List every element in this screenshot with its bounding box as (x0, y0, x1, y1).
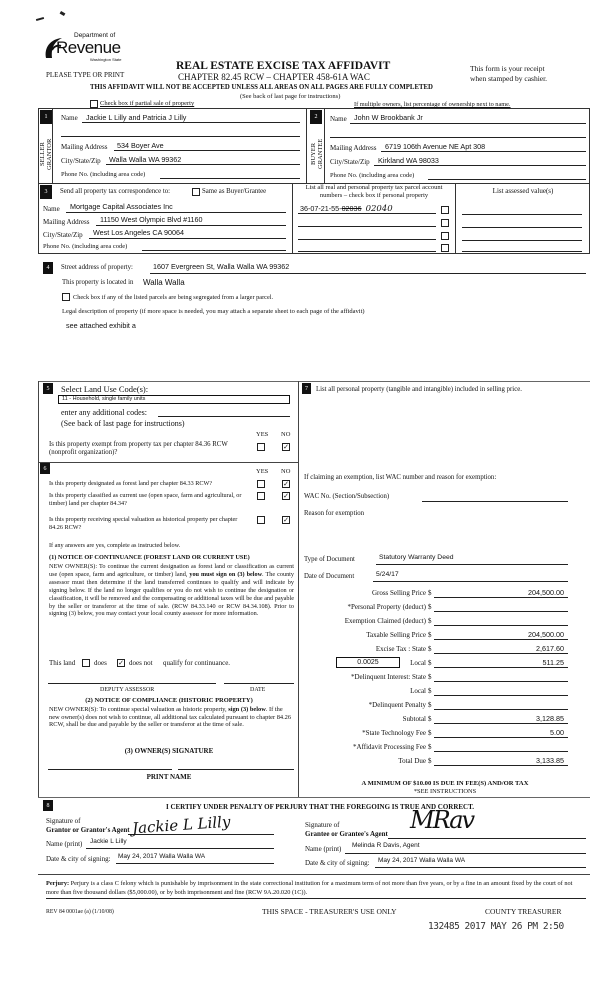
partial-sale-checkbox[interactable] (90, 100, 98, 108)
amount-label: Subtotal (402, 715, 426, 723)
see-back-text: (See back of last page for instructions) (61, 419, 185, 428)
form-title: REAL ESTATE EXCISE TAX AFFIDAVIT (176, 60, 391, 72)
amount-row-exemption-claimed (300, 617, 590, 631)
amount-row-processing-fee (300, 743, 590, 757)
located-in-value: Walla Walla (143, 278, 185, 287)
correspondent-city-field[interactable] (89, 238, 286, 239)
amount-field[interactable] (434, 695, 568, 696)
does-not-label: does not (129, 659, 153, 667)
buyer-name-label: Name (330, 115, 347, 123)
currency-symbol: $ (428, 757, 432, 765)
print-name-label: PRINT NAME (146, 773, 192, 781)
amount-field[interactable] (434, 723, 568, 724)
legal-description-label: Legal description of property (if more space is needed, you may attach a separate sheet to each page of the affidavit) (62, 308, 365, 315)
perjury-notice: Perjury: Perjury is a class C felony which is punishable by imprisonment in the state correctional institution for a maximum term of not more than five years, or by a fine in an amount fixed by the court of not more than five thousand dollars ($5,000.00), or by both imprisonment and fine (RCW 9A.20.020 (1C)). (46, 879, 586, 899)
grantee-date-value: May 24, 2017 Walla Walla WA (378, 857, 466, 864)
amount-row-excise-local (300, 659, 590, 673)
grantor-date-label: Date & city of signing: (46, 855, 111, 863)
amount-row-personal-property (300, 603, 590, 617)
warning-text: THIS AFFIDAVIT WILL NOT BE ACCEPTED UNLESS ALL AREAS ON ALL PAGES ARE FULLY COMPLETED (90, 84, 433, 91)
currency-symbol: $ (428, 631, 432, 639)
date-label: DATE (250, 687, 266, 693)
logo-sub-text: Washington State (90, 57, 122, 62)
amount-field[interactable] (434, 737, 568, 738)
parcel-4-personal-checkbox[interactable] (441, 244, 449, 252)
dor-logo (42, 32, 132, 66)
section8-top-border (38, 797, 590, 798)
land-use-code-select[interactable] (58, 395, 290, 404)
receipt-note-1: This form is your receipt (470, 64, 545, 73)
doc-date-label: Date of Document (304, 573, 355, 580)
seller-name-line-2[interactable] (61, 136, 300, 137)
qualify-label: qualify for continuance. (163, 659, 231, 667)
same-as-buyer-checkbox[interactable] (192, 188, 200, 196)
does-label: does (94, 659, 107, 667)
please-type-text: PLEASE TYPE OR PRINT (46, 71, 125, 79)
currency-symbol: $ (428, 603, 432, 611)
section5-yes-header: YES (256, 431, 269, 438)
assessed-header: List assessed value(s) (492, 187, 554, 195)
street-address-field[interactable] (150, 273, 586, 274)
section2-side-divider (324, 108, 325, 183)
correspondent-mailing-field[interactable] (96, 225, 286, 226)
street-address-label: Street address of property: (61, 264, 133, 271)
legal-description-value[interactable]: see attached exhibit a (66, 321, 136, 330)
grantor-name-value: Jackie L Lilly (90, 838, 127, 845)
parcel-4-field[interactable] (298, 251, 436, 252)
grantor-name-label: Name (print) (46, 840, 83, 848)
buyer-city-label: City/State/Zip (330, 158, 370, 166)
notice-compliance-text: NEW OWNER(S): To continue special valuation as historic property, sign (3) below. If the new owner(s) does not wish to continue, all additional tax calculated pursuant to chapter 84.26 RCW, shall be due and payable by the seller or transferor at the time of sale. (49, 706, 292, 729)
amount-field[interactable] (434, 639, 568, 640)
grantee-signature-label-2: Grantee or Grantee's Agent (305, 830, 388, 838)
buyer-name-line-2[interactable] (330, 137, 586, 138)
section3-badge: 3 (40, 185, 52, 199)
notice-compliance-title: (2) NOTICE OF COMPLIANCE (HISTORIC PROPERTY) (85, 697, 253, 704)
currency-symbol: $ (428, 645, 432, 653)
grantor-date-value: May 24, 2017 Walla Walla WA (118, 853, 206, 860)
doc-date-value: 5/24/17 (376, 571, 399, 578)
additional-codes-label: enter any additional codes: (61, 408, 147, 417)
grantor-signature-label-2: Grantor or Grantor's Agent (46, 826, 130, 834)
revision-code: REV 84 0001ae (a) (1/10/08) (46, 909, 114, 915)
parcel-3-field[interactable] (298, 239, 436, 240)
seller-mailing-field[interactable] (114, 150, 300, 151)
amount-label: Gross Selling Price (371, 589, 426, 597)
buyer-city-value: Kirkland WA 98033 (378, 156, 439, 165)
section5-badge: 5 (43, 383, 53, 394)
section1-badge: 1 (40, 110, 52, 124)
receipt-note-2: when stamped by cashier. (470, 74, 548, 83)
amount-row-delinquent-interest-state (300, 673, 590, 687)
does-not-qualify-checkbox[interactable]: ✓ (118, 659, 124, 667)
correspondent-phone-label: Phone No. (including area code) (43, 243, 128, 250)
section6-badge: 6 (40, 463, 50, 474)
forest-land-no-checkbox[interactable]: ✓ (283, 480, 289, 488)
correspondent-phone-field[interactable] (142, 250, 286, 251)
buyer-name-field[interactable] (350, 123, 586, 124)
exempt-no-checkbox[interactable]: ✓ (283, 443, 289, 451)
currency-symbol: $ (428, 617, 432, 625)
buyer-mailing-field[interactable] (381, 151, 586, 152)
instructions-text: (See back of last page for instructions) (240, 93, 341, 100)
logo-top-text: Department of (74, 32, 116, 39)
seller-label: SELLER GRANTOR (39, 138, 53, 170)
doc-date-field[interactable] (373, 581, 568, 582)
correspondent-name-field[interactable] (66, 212, 286, 213)
seller-phone-field[interactable] (160, 178, 300, 179)
correspondent-city-label: City/State/Zip (43, 231, 83, 239)
section6-top-border (38, 462, 298, 463)
segregated-checkbox[interactable] (62, 293, 70, 301)
correspondent-city-value: West Los Angeles CA 90064 (93, 228, 184, 237)
local-rate-value: 0.0025 (357, 659, 379, 666)
same-as-buyer-label: Same as Buyer/Grantee (202, 188, 267, 195)
seller-mailing-value: 534 Boyer Ave (117, 141, 164, 150)
if-yes-instructions: If any answers are yes, complete as instructed below. (49, 542, 181, 549)
grantee-date-field[interactable] (375, 867, 586, 868)
seller-name-value: Jackie L Lilly and Patricia J Lilly (86, 113, 187, 122)
amount-row-technology-fee (300, 729, 590, 743)
this-land-label: This land (49, 659, 76, 667)
buyer-mailing-label: Mailing Address (330, 144, 377, 152)
section6-no-header: NO (281, 468, 291, 475)
seller-name-label: Name (61, 114, 78, 122)
cashier-stamp: 132485 2017 MAY 26 PM 2:50 (428, 921, 564, 932)
amount-row-delinquent-penalty (300, 701, 590, 715)
amount-value: 3,128.85 (536, 714, 564, 723)
grantor-signature: Jackie L Lilly (131, 812, 231, 838)
correspondent-name-label: Name (43, 205, 60, 213)
notice-continuance-text: NEW OWNER(S): To continue the current designation as forest land or classification as current use (open space, farm and agriculture, or timber) land, you must sign on (3) below. The county assessor must then determine if the land transferred continues to qualify and will indicate by signing below. If the land no longer qualifies or you do not wish to continue the designation or classification, it will be removed and the compensating or additional taxes will be due and payable by the seller or transferor at the time of sale. (RCW 84.33.140 or RCW 84.34.108). Prior to signing (3) below, you may contact your local county assessor for more information. (49, 563, 294, 618)
parties-divider-vertical (306, 108, 307, 183)
amount-row-subtotal (300, 715, 590, 729)
deputy-assessor-label: DEPUTY ASSESSOR (100, 687, 155, 693)
notice-continuance-title: (1) NOTICE OF CONTINUANCE (FOREST LAND OR CURRENT USE) (49, 554, 250, 561)
deputy-assessor-signature-line[interactable] (48, 683, 216, 684)
section4-badge: 4 (43, 262, 53, 274)
forest-land-question: Is this property designated as forest land per chapter 84.33 RCW? (49, 480, 213, 487)
correspondent-mailing-value: 11150 West Olympic Blvd #1160 (100, 215, 203, 224)
amount-label: *Personal Property (deduct) (347, 603, 426, 611)
historical-yes-checkbox[interactable] (257, 516, 265, 524)
partial-sale-label: Check box if partial sale of property (100, 100, 195, 107)
seller-mailing-label: Mailing Address (61, 143, 108, 151)
multiple-owners-note: If multiple owners, list percentage of ownership next to name. (354, 101, 511, 108)
grantor-signature-label-1: Signature of (46, 817, 81, 825)
section6-yes-header: YES (256, 468, 269, 475)
buyer-city-field[interactable] (374, 165, 586, 166)
amount-row-total-due (300, 757, 590, 771)
additional-codes-field[interactable] (158, 416, 290, 417)
minimum-due-note: A MINIMUM OF $10.00 IS DUE IN FEE(S) AND/OR TAX (361, 780, 529, 787)
lower-block-left-border (38, 381, 39, 797)
amount-field[interactable] (434, 653, 568, 654)
amount-label: Excise Tax : State (375, 645, 426, 653)
exempt-yes-checkbox[interactable] (257, 443, 265, 451)
amount-value: 3,133.85 (536, 756, 564, 765)
perjury-certification: I CERTIFY UNDER PENALTY OF PERJURY THAT THE FOREGOING IS TRUE AND CORRECT. (165, 803, 474, 811)
section7-badge: 7 (302, 383, 311, 394)
section8-bottom-border (38, 874, 590, 875)
wac-number-label: WAC No. (Section/Subsection) (304, 493, 390, 500)
buyer-label: BUYER GRANTEE (310, 138, 324, 170)
currency-symbol: $ (428, 673, 432, 681)
parcel-1-field[interactable] (298, 213, 436, 214)
assessed-1-field[interactable] (462, 214, 582, 215)
doc-type-label: Type of Document (304, 556, 355, 563)
historical-question: Is this property receiving special valuation as historical property per chapter 84.26 RCW? (49, 516, 238, 531)
currency-symbol: $ (428, 715, 432, 723)
exemption-claim-label: If claiming an exemption, list WAC number and reason for exemption: (304, 474, 497, 481)
parcel-1-personal-checkbox[interactable] (441, 206, 449, 214)
form-chapter: CHAPTER 82.45 RCW – CHAPTER 458-61A WAC (178, 72, 370, 82)
doc-type-value: Statutory Warranty Deed (379, 554, 454, 561)
current-use-question: Is this property classified as current use (open space, farm and agricultural, or timber) land per chapter 84.34? (49, 492, 242, 507)
grantee-name-label: Name (print) (305, 845, 342, 853)
amount-field[interactable] (434, 597, 568, 598)
amount-value: 2,617.60 (536, 644, 564, 653)
amount-row-delinquent-interest-local (300, 687, 590, 701)
owner-signature-label: (3) OWNER(S) SIGNATURE (124, 747, 214, 755)
currency-symbol: $ (428, 743, 432, 751)
owner-signature-line-2[interactable] (178, 769, 294, 770)
parcel-header: List all real and personal property tax parcel account numbers – check box if personal property (305, 184, 443, 199)
land-use-code-value: 11 - Household, single family units (62, 396, 146, 402)
county-treasurer: COUNTY TREASURER (485, 907, 562, 916)
wac-number-field[interactable] (422, 501, 568, 502)
amount-field[interactable] (434, 667, 568, 668)
historical-no-checkbox[interactable]: ✓ (283, 516, 289, 524)
buyer-mailing-value: 6719 106th Avenue NE Apt 308 (385, 142, 486, 151)
exemption-reason-label: Reason for exemption (304, 510, 365, 517)
amount-field[interactable] (434, 625, 568, 626)
buyer-name-value: John W Brookbank Jr (354, 113, 423, 122)
amount-field[interactable] (434, 765, 568, 766)
amount-value: 204,500.00 (528, 630, 564, 639)
amount-field[interactable] (434, 681, 568, 682)
amount-label: *State Technology Fee (362, 729, 426, 737)
lower-block-center-divider (298, 381, 299, 797)
correspondent-name-value: Mortgage Capital Associates Inc (70, 202, 173, 211)
amount-label: Total Due (398, 757, 426, 765)
seller-city-label: City/State/Zip (61, 157, 101, 165)
treasurer-use-only: THIS SPACE - TREASURER'S USE ONLY (262, 907, 397, 916)
amount-field[interactable] (434, 611, 568, 612)
grantee-signature-field[interactable] (388, 838, 586, 839)
street-address-value: 1607 Evergreen St, Walla Walla WA 99362 (153, 262, 290, 271)
see-instructions-note: *SEE INSTRUCTIONS (413, 788, 477, 795)
current-use-no-checkbox[interactable]: ✓ (283, 492, 289, 500)
exempt-question: Is this property exempt from property tax per chapter 84.36 RCW (nonprofit organization)? (49, 441, 228, 456)
grantee-signature: MRav (410, 806, 474, 834)
correspondent-mailing-label: Mailing Address (43, 218, 90, 226)
currency-symbol: $ (428, 701, 432, 709)
assessed-2-field[interactable] (462, 227, 582, 228)
amount-label: Taxable Selling Price (366, 631, 426, 639)
scan-speck (60, 11, 66, 16)
current-use-yes-checkbox[interactable] (257, 492, 265, 500)
parcel-2-field[interactable] (298, 226, 436, 227)
section5-no-header: NO (281, 431, 291, 438)
grantor-name-field[interactable] (86, 848, 274, 849)
amount-label: Exemption Claimed (deduct) (344, 617, 426, 625)
grantee-name-value: Melinda R Davis, Agent (352, 842, 420, 849)
doc-type-field[interactable] (376, 564, 568, 565)
grantee-date-label: Date & city of signing: (305, 859, 370, 867)
amount-label: *Affidavit Processing Fee (353, 743, 426, 751)
section2-badge: 2 (310, 110, 322, 124)
seller-city-field[interactable] (106, 164, 300, 165)
seller-phone-label: Phone No. (including area code) (61, 171, 146, 178)
assessed-3-field[interactable] (462, 240, 582, 241)
amount-label: *Delinquent Penalty (368, 701, 426, 709)
located-in-label: This property is located in (62, 279, 134, 286)
buyer-phone-label: Phone No. (including area code) (330, 172, 415, 179)
grantee-signature-label-1: Signature of (305, 821, 340, 829)
personal-property-label: List all personal property (tangible and intangible) included in selling price. (316, 386, 522, 393)
parcel-1-value: 36-07-21-55-02036 02040 (300, 204, 393, 214)
forest-land-yes-checkbox[interactable] (257, 480, 265, 488)
amount-value: 204,500.00 (528, 588, 564, 597)
currency-symbol: $ (428, 659, 432, 667)
section3-divider (292, 183, 293, 254)
amount-value: 511.25 (542, 658, 564, 667)
seller-city-value: Walla Walla WA 99362 (109, 155, 182, 164)
currency-symbol: $ (428, 729, 432, 737)
amount-value: 5.00 (550, 728, 564, 737)
amount-row-taxable-selling-price (300, 631, 590, 645)
scan-speck (36, 17, 44, 21)
lower-block-top-border (38, 381, 590, 382)
parcel-2-personal-checkbox[interactable] (441, 219, 449, 227)
currency-symbol: $ (428, 589, 432, 597)
grantee-name-field[interactable] (345, 853, 586, 854)
currency-symbol: $ (428, 687, 432, 695)
logo-main-text: Revenue (56, 38, 121, 57)
amount-label: Local (410, 659, 426, 667)
parcel-3-personal-checkbox[interactable] (441, 232, 449, 240)
does-qualify-checkbox[interactable] (82, 659, 90, 667)
seller-name-field[interactable] (82, 122, 300, 123)
buyer-phone-field[interactable] (428, 179, 586, 180)
segregated-label: Check box if any of the listed parcels are being segregated from a larger parcel. (73, 294, 274, 301)
amount-field[interactable] (434, 709, 568, 710)
assessor-date-line[interactable] (224, 683, 294, 684)
owner-signature-line-1[interactable] (48, 769, 172, 770)
local-rate-box[interactable] (336, 657, 400, 668)
section8-badge: 8 (43, 800, 53, 811)
assessed-4-field[interactable] (462, 251, 582, 252)
grantor-date-field[interactable] (116, 863, 274, 864)
amount-row-gross-selling-price (300, 589, 590, 603)
amount-field[interactable] (434, 751, 568, 752)
amount-label: Local (410, 687, 426, 695)
land-use-select-label: Select Land Use Code(s): (61, 384, 149, 394)
amount-label: *Delinquent Interest: State (350, 673, 426, 681)
send-correspondence-label: Send all property tax correspondence to: (60, 188, 171, 195)
